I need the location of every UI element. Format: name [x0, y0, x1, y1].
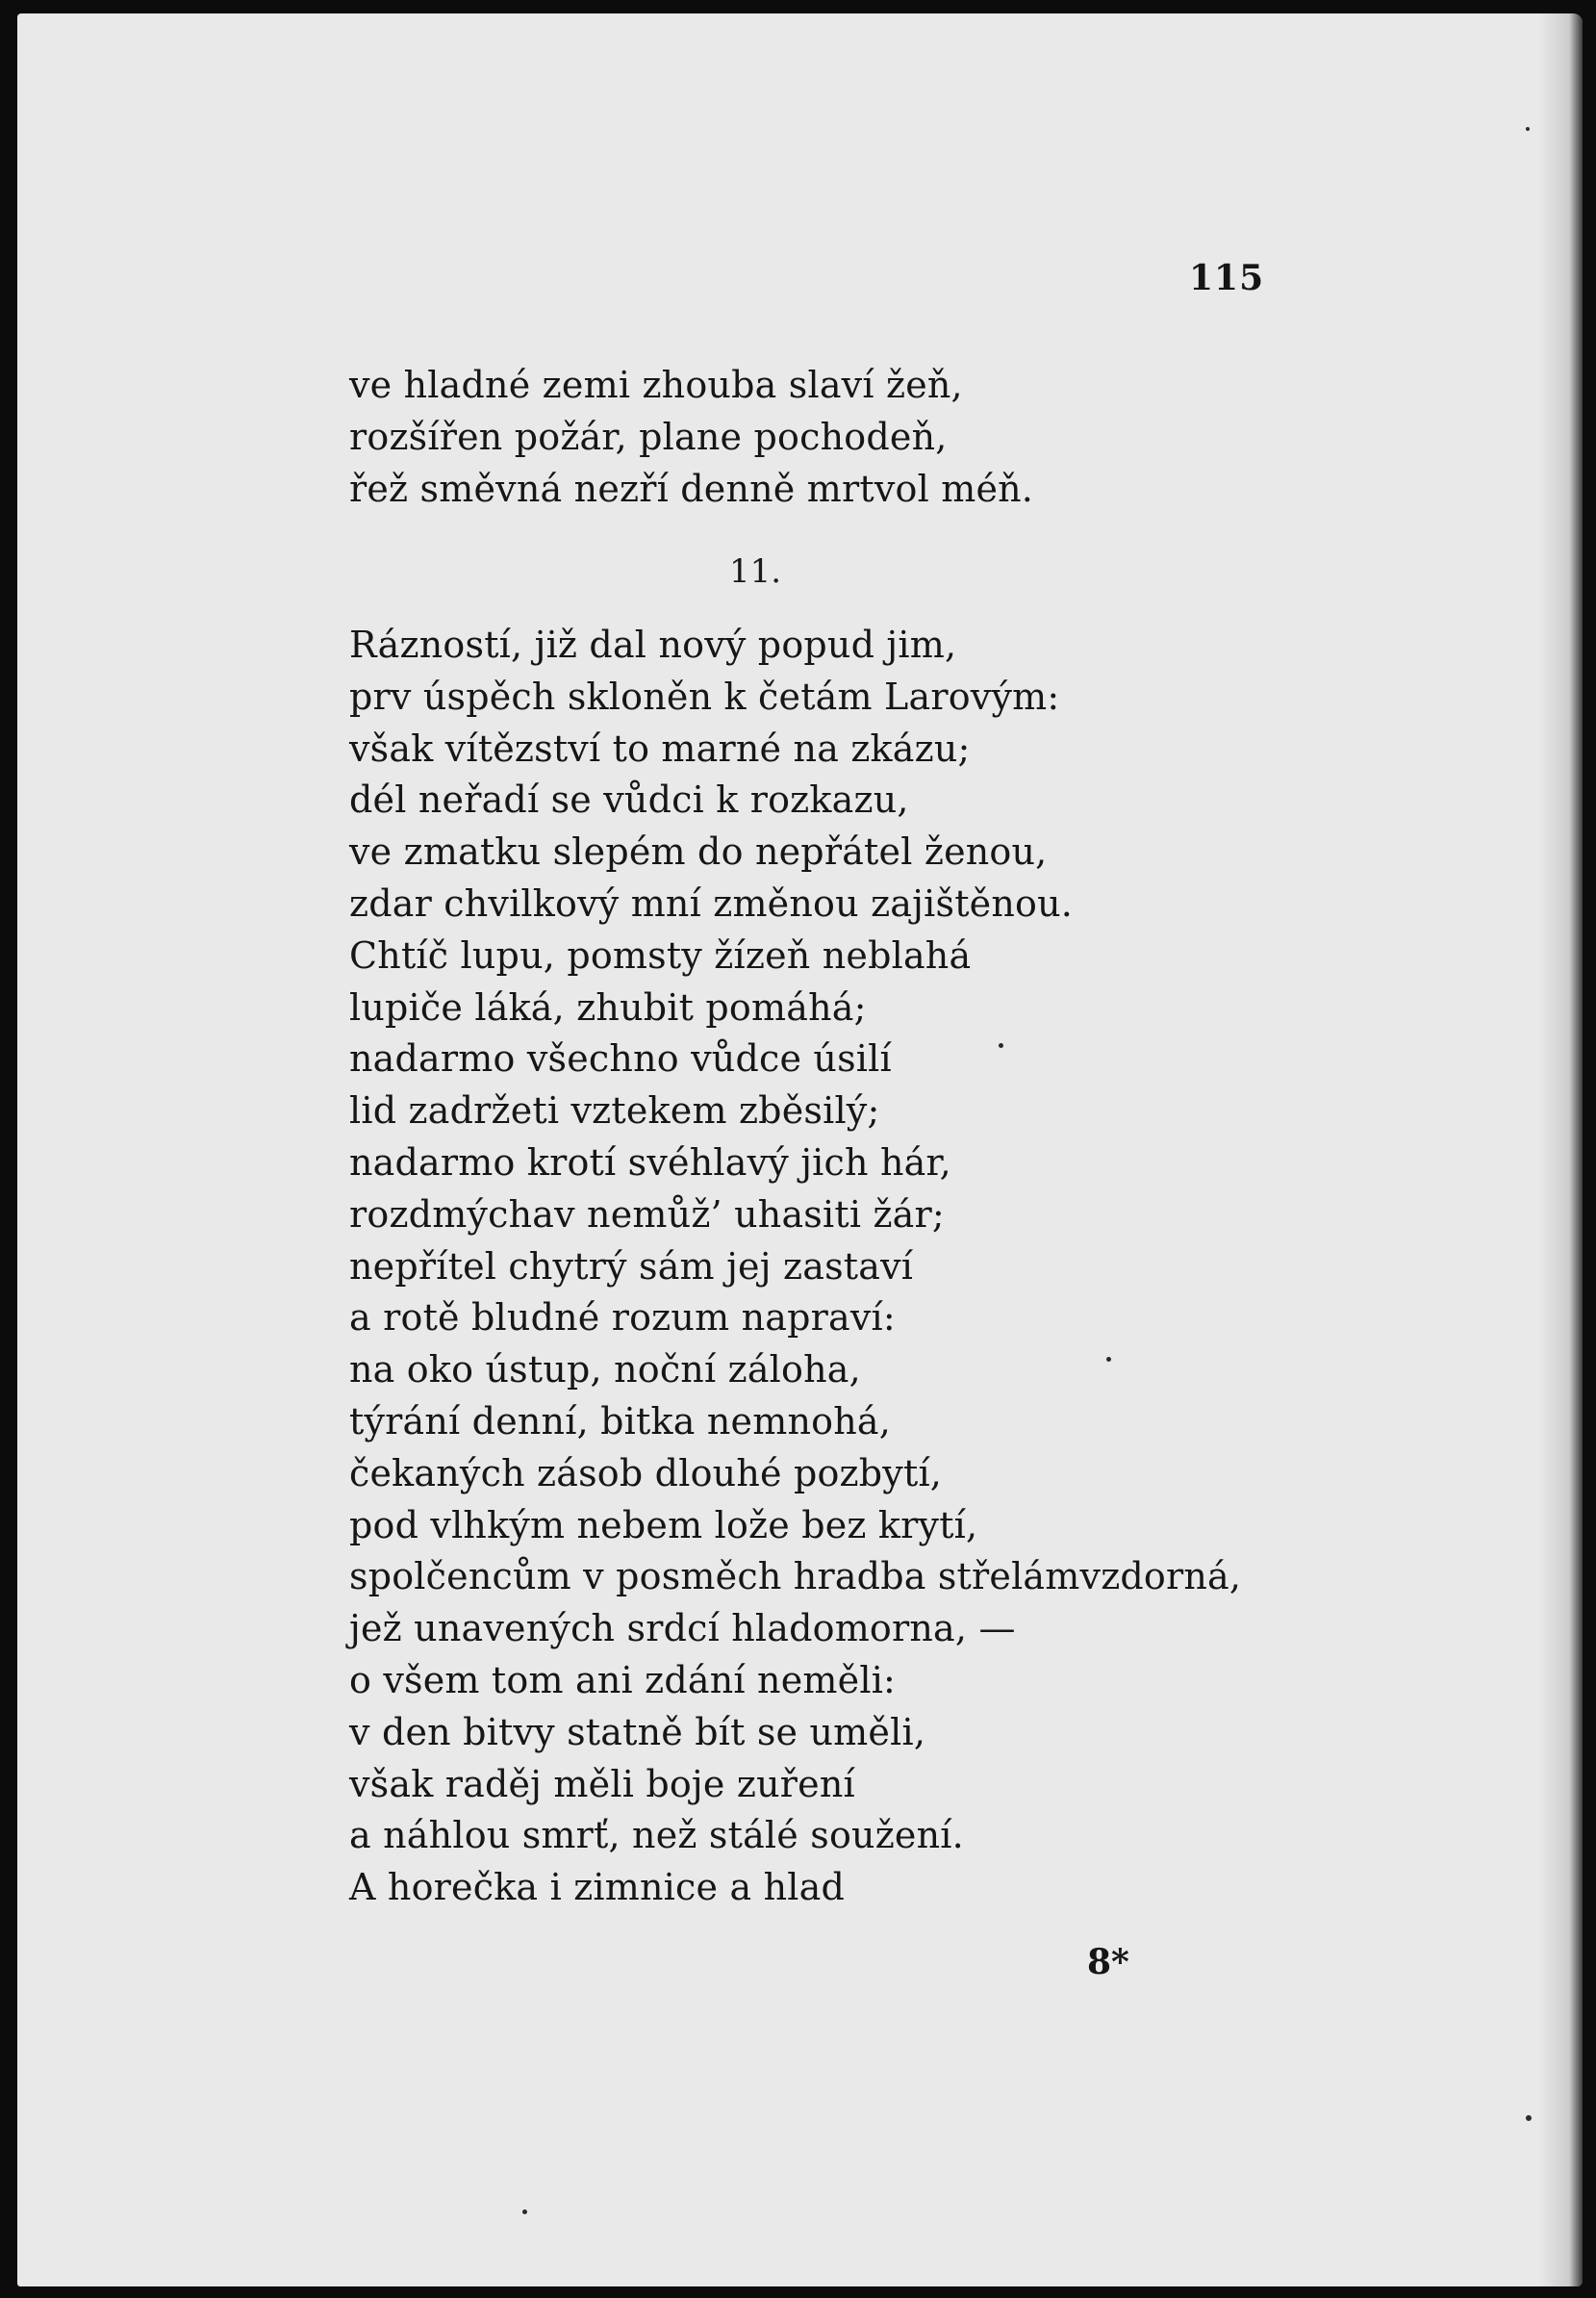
ink-speck — [1526, 2115, 1532, 2121]
stanza-main — [349, 620, 1241, 1914]
stanza-top — [349, 360, 1033, 515]
verse-line: týrání denní, bitka nemnohá, — [349, 1399, 892, 1443]
section-number: 11. — [729, 552, 782, 591]
verse-line: dél neřadí se vůdci k rozkazu, — [349, 779, 909, 822]
book-page — [17, 13, 1583, 2286]
ink-speck — [522, 2209, 527, 2214]
page-number: 115 — [1189, 258, 1265, 298]
verse-line: lupiče láká, zhubit pomáhá; — [349, 985, 867, 1029]
ink-speck — [999, 1043, 1003, 1048]
verse-line: čekaných zásob dlouhé pozbytí, — [349, 1451, 943, 1494]
verse-line: a náhlou smrť, než stálé soužení. — [349, 1814, 964, 1857]
signature-mark: 8* — [1087, 1942, 1129, 1982]
verse-line: rozdmýchav nemůž’ uhasiti žár; — [349, 1192, 945, 1236]
verse-line: ve zmatku slepém do nepřátel ženou, — [349, 830, 1048, 874]
verse-line: nadarmo krotí svéhlavý jich hár, — [349, 1140, 951, 1184]
verse-line: nepřítel chytrý sám jej zastaví — [349, 1244, 914, 1288]
verse-line: nadarmo všechno vůdce úsilí — [349, 1037, 892, 1081]
verse-line: a rotě bludné rozum napraví: — [349, 1296, 896, 1340]
verse-line: spolčencům v posměch hradba střelámvzdorná, — [349, 1555, 1242, 1598]
verse-line: A horečka i zimnice a hlad — [349, 1866, 846, 1909]
verse-line: prv úspěch skloněn k četám Larovým: — [349, 675, 1060, 718]
verse-line: Chtíč lupu, pomsty žízeň neblahá — [349, 933, 972, 977]
verse-line: jež unavených srdcí hladomorna, — — [349, 1607, 1016, 1650]
verse-line: o všem tom ani zdání neměli: — [349, 1658, 897, 1701]
ink-speck — [1526, 127, 1530, 131]
verse-line: rozšířen požár, plane pochodeň, — [349, 415, 948, 458]
verse-line: však raděj měli boje zuření — [349, 1762, 855, 1805]
verse-line: zdar chvilkový mní změnou zajištěnou. — [349, 881, 1074, 925]
verse-line: však vítězství to marné na zkázu; — [349, 727, 971, 770]
verse-line: řež směvná nezří denně mrtvol méň. — [349, 467, 1034, 510]
verse-line: lid zadržeti vztekem zběsilý; — [349, 1089, 880, 1133]
verse-line: v den bitvy statně bít se uměli, — [349, 1710, 926, 1753]
verse-line: na oko ústup, noční záloha, — [349, 1348, 861, 1392]
verse-line: ve hladné zemi zhouba slaví žeň, — [349, 364, 963, 406]
verse-line: Rázností, již dal nový popud jim, — [349, 624, 957, 666]
ink-speck — [1106, 1357, 1111, 1362]
verse-line: pod vlhkým nebem lože bez krytí, — [349, 1503, 978, 1546]
page-edge-shadow — [1538, 13, 1583, 2286]
